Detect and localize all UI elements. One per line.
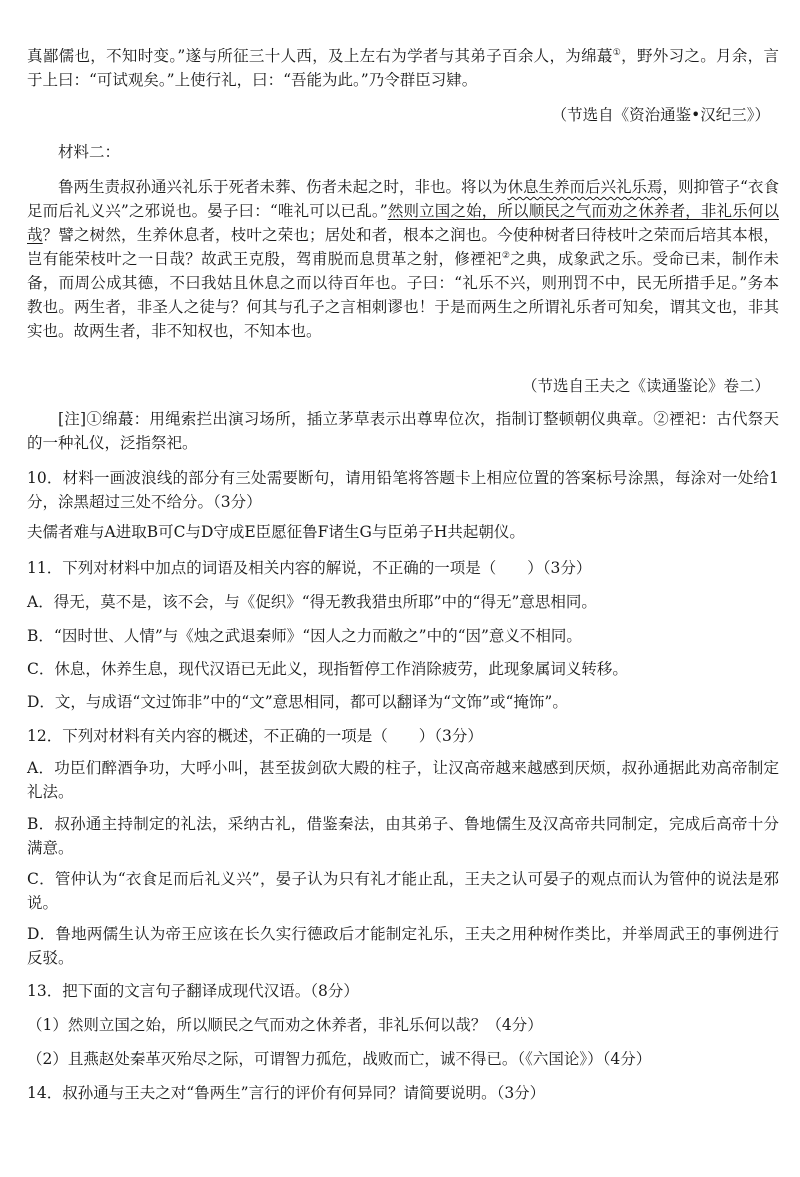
note-mark-2: ② (501, 250, 511, 261)
question-13-sentence-2: （2）且燕赵处秦革灭殆尽之际，可谓智力孤危，战败而亡，诚不得已。（《六国论》）（4分） (27, 1050, 652, 1068)
source-1: （节选自《资治通鉴•汉纪三》） (551, 106, 770, 124)
material2-title: 材料二： (58, 143, 121, 161)
note-mark-1: ① (612, 47, 622, 58)
material1-text-b: ，野外习之。月余，言于上曰：“可试观矣。”上使行礼，曰：“吾能为此。”乃令群臣习肄。 (27, 47, 779, 89)
question-12-option-a: A．功臣们醉酒争功，大呼小叫，甚至拔剑砍大殿的柱子，让汉高帝越来越感到厌烦，叔孙通据此劝高帝制定礼法。 (27, 759, 779, 801)
question-12-option-d: D．鲁地两儒生认为帝王应该在长久实行德政后才能制定礼乐，王夫之用种树作类比，并举周武王的事例进行反驳。 (27, 925, 779, 967)
question-11-option-c: C．休息，休养生息，现代汉语已无此义，现指暂停工作消除疲劳，此现象属词义转移。 (27, 660, 628, 678)
question-11-option-b: B．“因时世、人情”与《烛之武退秦师》“因人之力而敝之”中的“因”意义不相同。 (27, 627, 582, 645)
question-11-stem: 11．下列对材料中加点的词语及相关内容的解说，不正确的一项是（ ）（3分） (27, 559, 592, 577)
question-11-option-d: D．文，与成语“文过饰非”中的“文”意思相同，都可以翻译为“文饰”或“掩饰”。 (27, 693, 568, 711)
material2-dotted-phrase: 休息生养而后兴礼乐焉 (507, 178, 663, 196)
material1-tail (27, 44, 779, 92)
question-13-sentence-1: （1）然则立国之始，所以顺民之气而劝之休养者，非礼乐何以哉？（4分） (27, 1016, 543, 1034)
question-12-stem: 12．下列对材料有关内容的概述，不正确的一项是（ ）（3分） (27, 727, 483, 745)
question-10-stem: 10．材料一画波浪线的部分有三处需要断句，请用铅笔将答题卡上相应位置的答案标号涂黑，每涂对一处给1分，涂黑超过三处不给分。（3分） (27, 469, 779, 511)
question-10-line: 夫儒者难与A进取B可C与D守成E臣愿征鲁F诸生G与臣弟子H共起朝仪。 (27, 523, 525, 541)
footnotes: [注]①绵蕞：用绳索拦出演习场所，插立茅草表示出尊卑位次，指制订整顿朝仪典章。②禋祀：古代祭天的一种礼仪，泛指祭祀。 (27, 410, 779, 452)
material1-text-a: 真鄙儒也，不知时变。”遂与所征三十人西，及上左右为学者与其弟子百余人，为绵蕞 (27, 47, 613, 65)
material2-passage (27, 175, 779, 343)
source-2: （节选自王夫之《读通鉴论》卷二） (521, 377, 770, 395)
question-12-option-b: B．叔孙通主持制定的礼法，采纳古礼，借鉴秦法，由其弟子、鲁地儒生及汉高帝共同制定，完成后高帝十分满意。 (27, 815, 779, 857)
question-14-stem: 14．叔孙通与王夫之对“鲁两生”言行的评价有何异同？请简要说明。（3分） (27, 1084, 546, 1102)
question-11-option-a: A．得无，莫不是，该不会，与《促织》“得无教我猎虫所耶”中的“得无”意思相同。 (27, 593, 597, 611)
question-13-stem: 13．把下面的文言句子翻译成现代汉语。（8分） (27, 982, 359, 1000)
material2-text-3: 之典，成象武之乐。受命已耒，制作未备，而周公成其德，不曰我姑且休息之而以待百年也。子曰：“礼乐不兴，则刑罚不中，民无所措手足。”务本教也。两生者，非圣人之徒与？何其与孔子之言相刺谬也！于是而两生之所谓礼乐者可知矣，谓其文也，非其实也。故两生者，非不知权也，不知本也。 (27, 250, 779, 340)
material2-text-1b: ，则抑管子“衣食足而后礼义兴”之邪说也。晏子曰：“唯礼可以已乱。” (27, 178, 779, 220)
material2-text-2: ？譬之树然，生养休息者，枝叶之荣也；居处和者，根本之润也。今使种树者曰待枝叶之荣而后培其本根，岂有能荣枝叶之一日哉？故武王克殷，驾甫脱而息贯革之射，修禋祀 (27, 226, 779, 268)
question-12-option-c: C．管仲认为“衣食足而后礼义兴”，晏子认为只有礼才能止乱，王夫之认可晏子的观点而认为管仲的说法是邪说。 (27, 870, 779, 912)
material2-text-1: 鲁两生责叔孙通兴礼乐于死者未葬、伤者未起之时，非也。将以为 (58, 178, 508, 196)
material2-underlined-sentence: 然则立国之始，所以顺民之气而劝之休养者，非礼乐何以哉 (27, 202, 779, 244)
